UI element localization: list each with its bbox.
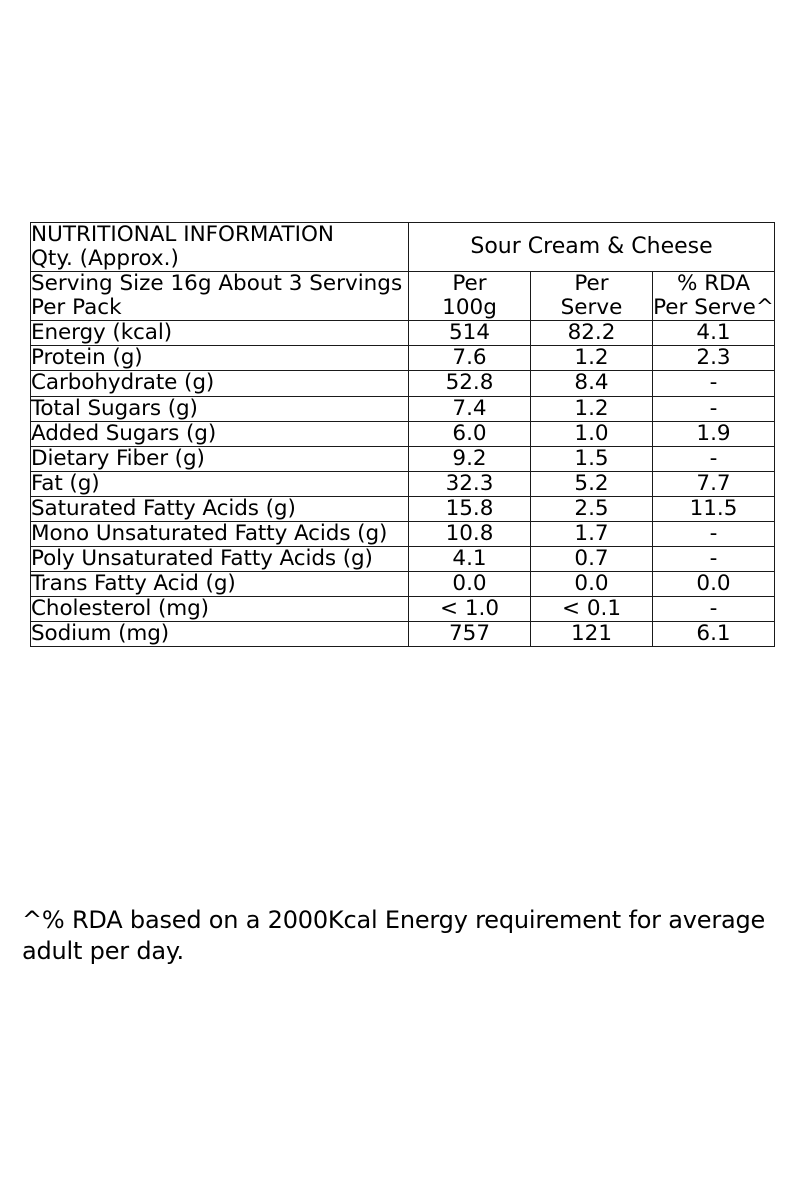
nutrition-information-table bbox=[30, 222, 775, 647]
value-per-100g: 0.0 bbox=[409, 572, 531, 597]
value-per-serve: 0.0 bbox=[531, 572, 653, 597]
value-per-serve: 82.2 bbox=[531, 321, 653, 346]
column-header-rda-line1: % RDA bbox=[676, 271, 751, 297]
value-per-serve: 121 bbox=[531, 622, 653, 647]
value-per-serve: 2.5 bbox=[531, 496, 653, 521]
value-per-serve: 5.2 bbox=[531, 471, 653, 496]
table-row bbox=[31, 597, 775, 622]
value-per-serve: 1.2 bbox=[531, 346, 653, 371]
nutrient-name: Fat (g) bbox=[31, 471, 409, 496]
serving-info-cell bbox=[31, 272, 409, 321]
column-header-per-100g-line2: 100g bbox=[442, 295, 497, 321]
table-title-line1: NUTRITIONAL INFORMATION bbox=[31, 222, 334, 247]
table-title-line2: Qty. (Approx.) bbox=[31, 246, 179, 272]
value-rda-per-serve: 0.0 bbox=[653, 572, 775, 597]
value-per-100g: < 1.0 bbox=[409, 597, 531, 622]
table-row bbox=[31, 421, 775, 446]
value-per-serve: 8.4 bbox=[531, 371, 653, 396]
value-per-100g: 15.8 bbox=[409, 496, 531, 521]
nutrient-name: Mono Unsaturated Fatty Acids (g) bbox=[31, 521, 409, 546]
nutrient-name: Cholesterol (mg) bbox=[31, 597, 409, 622]
table-row bbox=[31, 371, 775, 396]
value-rda-per-serve: 2.3 bbox=[653, 346, 775, 371]
column-header-rda-line2: Per Serve^ bbox=[653, 295, 774, 321]
table-subheader-row bbox=[31, 272, 775, 321]
rda-footnote bbox=[22, 905, 782, 967]
value-rda-per-serve: 4.1 bbox=[653, 321, 775, 346]
value-rda-per-serve: - bbox=[653, 396, 775, 421]
servings-per-pack: About 3 Servings Per Pack bbox=[31, 271, 403, 321]
table-row bbox=[31, 321, 775, 346]
table-row bbox=[31, 521, 775, 546]
value-rda-per-serve: - bbox=[653, 597, 775, 622]
nutrient-name: Saturated Fatty Acids (g) bbox=[31, 496, 409, 521]
value-rda-per-serve: 6.1 bbox=[653, 622, 775, 647]
column-header-per-100g bbox=[409, 272, 531, 321]
value-per-100g: 9.2 bbox=[409, 446, 531, 471]
rda-footnote-line1: ^% RDA based on a 2000Kcal Energy requirement for average bbox=[22, 906, 766, 934]
table-row bbox=[31, 346, 775, 371]
serving-size: Serving Size 16g bbox=[31, 271, 212, 297]
nutrient-name: Carbohydrate (g) bbox=[31, 371, 409, 396]
column-header-per-serve-line1: Per bbox=[574, 271, 609, 297]
nutrient-name: Trans Fatty Acid (g) bbox=[31, 572, 409, 597]
value-per-100g: 7.6 bbox=[409, 346, 531, 371]
column-header-per-serve-line2: Serve bbox=[560, 295, 623, 321]
nutrient-name: Added Sugars (g) bbox=[31, 421, 409, 446]
value-per-serve: < 0.1 bbox=[531, 597, 653, 622]
table-row bbox=[31, 446, 775, 471]
value-per-100g: 514 bbox=[409, 321, 531, 346]
value-per-100g: 7.4 bbox=[409, 396, 531, 421]
value-per-100g: 757 bbox=[409, 622, 531, 647]
rda-footnote-line2: adult per day. bbox=[22, 937, 184, 966]
value-rda-per-serve: - bbox=[653, 371, 775, 396]
value-per-serve: 1.2 bbox=[531, 396, 653, 421]
nutrient-name: Dietary Fiber (g) bbox=[31, 446, 409, 471]
table-title-cell bbox=[31, 223, 409, 272]
value-per-serve: 1.0 bbox=[531, 421, 653, 446]
nutrition-panel bbox=[30, 222, 774, 647]
value-rda-per-serve: - bbox=[653, 547, 775, 572]
column-header-per-serve bbox=[531, 272, 653, 321]
table-row bbox=[31, 471, 775, 496]
value-per-100g: 32.3 bbox=[409, 471, 531, 496]
value-per-100g: 4.1 bbox=[409, 547, 531, 572]
table-row bbox=[31, 396, 775, 421]
table-row bbox=[31, 622, 775, 647]
value-per-100g: 6.0 bbox=[409, 421, 531, 446]
nutrient-name: Sodium (mg) bbox=[31, 622, 409, 647]
table-row bbox=[31, 496, 775, 521]
nutrient-name: Protein (g) bbox=[31, 346, 409, 371]
table-row bbox=[31, 547, 775, 572]
table-row bbox=[31, 572, 775, 597]
value-per-serve: 1.5 bbox=[531, 446, 653, 471]
nutrient-name: Poly Unsaturated Fatty Acids (g) bbox=[31, 547, 409, 572]
column-header-per-100g-line1: Per bbox=[452, 271, 487, 297]
value-rda-per-serve: 1.9 bbox=[653, 421, 775, 446]
table-header-row bbox=[31, 223, 775, 272]
value-per-100g: 10.8 bbox=[409, 521, 531, 546]
value-rda-per-serve: 7.7 bbox=[653, 471, 775, 496]
nutrient-name: Energy (kcal) bbox=[31, 321, 409, 346]
nutrient-name: Total Sugars (g) bbox=[31, 396, 409, 421]
flavour-name: Sour Cream & Cheese bbox=[409, 223, 775, 272]
column-header-rda bbox=[653, 272, 775, 321]
value-rda-per-serve: - bbox=[653, 521, 775, 546]
value-rda-per-serve: - bbox=[653, 446, 775, 471]
value-per-serve: 1.7 bbox=[531, 521, 653, 546]
value-per-serve: 0.7 bbox=[531, 547, 653, 572]
value-rda-per-serve: 11.5 bbox=[653, 496, 775, 521]
value-per-100g: 52.8 bbox=[409, 371, 531, 396]
